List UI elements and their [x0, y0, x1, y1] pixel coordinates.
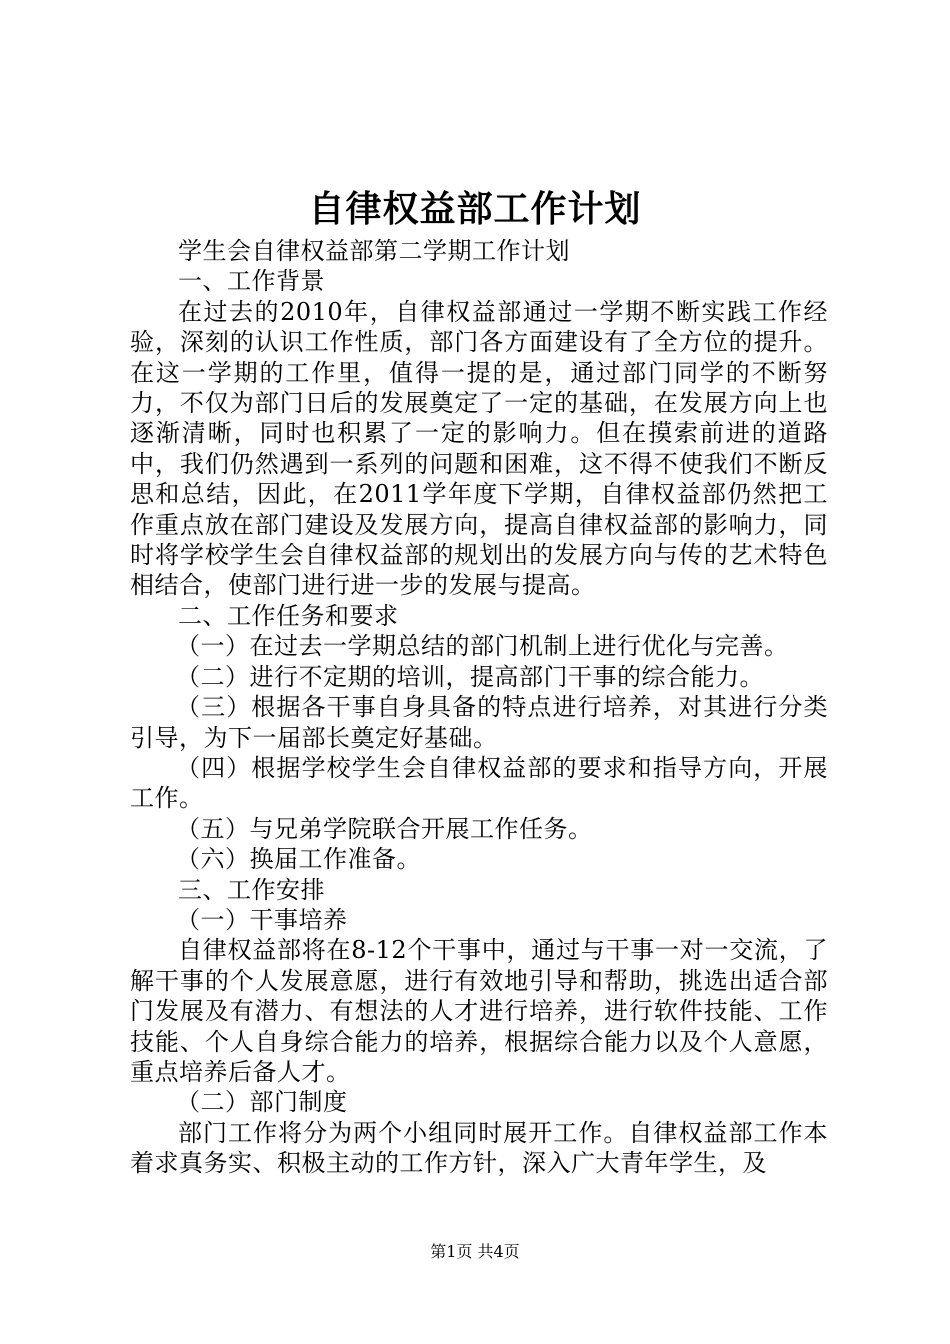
section-heading-arrangement: 三、工作安排 [178, 875, 325, 904]
document-body [130, 236, 828, 1179]
paragraph-staff-training: 自律权益部将在8-12个干事中，通过与干事一对一交流，了解干事的个人发展意愿，进行有效地引导和帮助，挑选出适合部门发展及有潜力、有想法的人才进行培养，进行软件技能、工作技能、个人自身综合能力的培养，根据综合能力以及个人意愿，重点培养后备人才。 [130, 936, 828, 1086]
subheading-department-system: （二）部门制度 [176, 1088, 348, 1117]
task-item-1: （一）在过去一学期总结的部门机制上进行优化与完善。 [176, 632, 789, 661]
task-item-4: （四）根据学校学生会自律权益部的要求和指导方向，开展工作。 [130, 753, 828, 813]
subheading-staff-training: （一）干事培养 [176, 905, 348, 934]
paragraph-background: 在过去的2010年，自律权益部通过一学期不断实践工作经验，深刻的认识工作性质，部门各方面建设有了全方位的提升。在这一学期的工作里，值得一提的是，通过部门同学的不断努力，不仅为部门日后的发展奠定了一定的基础，在发展方向上也逐渐清晰，同时也积累了一定的影响力。但在摸索前进的道路中，我们仍然遇到一系列的问题和困难，这不得不使我们不断反思和总结，因此，在2011学年度下学期，自律权益部仍然把工作重点放在部门建设及发展方向，提高自律权益部的影响力，同时将学校学生会自律权益部的规划出的发展方向与传的艺术特色相结合，使部门进行进一步的发展与提高。 [130, 297, 828, 600]
task-item-5: （五）与兄弟学院联合开展工作任务。 [176, 814, 593, 843]
subtitle-paragraph: 学生会自律权益部第二学期工作计划 [178, 237, 570, 265]
task-item-6: （六）换届工作准备。 [176, 845, 421, 874]
section-heading-background: 一、工作背景 [178, 267, 325, 296]
document-title: 自律权益部工作计划 [308, 188, 642, 230]
page-footer: 第1页 共4页 [430, 1242, 520, 1261]
task-item-3: （三）根据各干事自身具备的特点进行培养，对其进行分类引导，为下一届部长奠定好基础。 [130, 693, 828, 752]
section-heading-tasks: 二、工作任务和要求 [178, 601, 399, 630]
task-item-2: （二）进行不定期的培训，提高部门干事的综合能力。 [176, 662, 764, 691]
paragraph-department-system: 部门工作将分为两个小组同时展开工作。自律权益部工作本着求真务实、积极主动的工作方针，深入广大青年学生，及 [130, 1118, 828, 1178]
